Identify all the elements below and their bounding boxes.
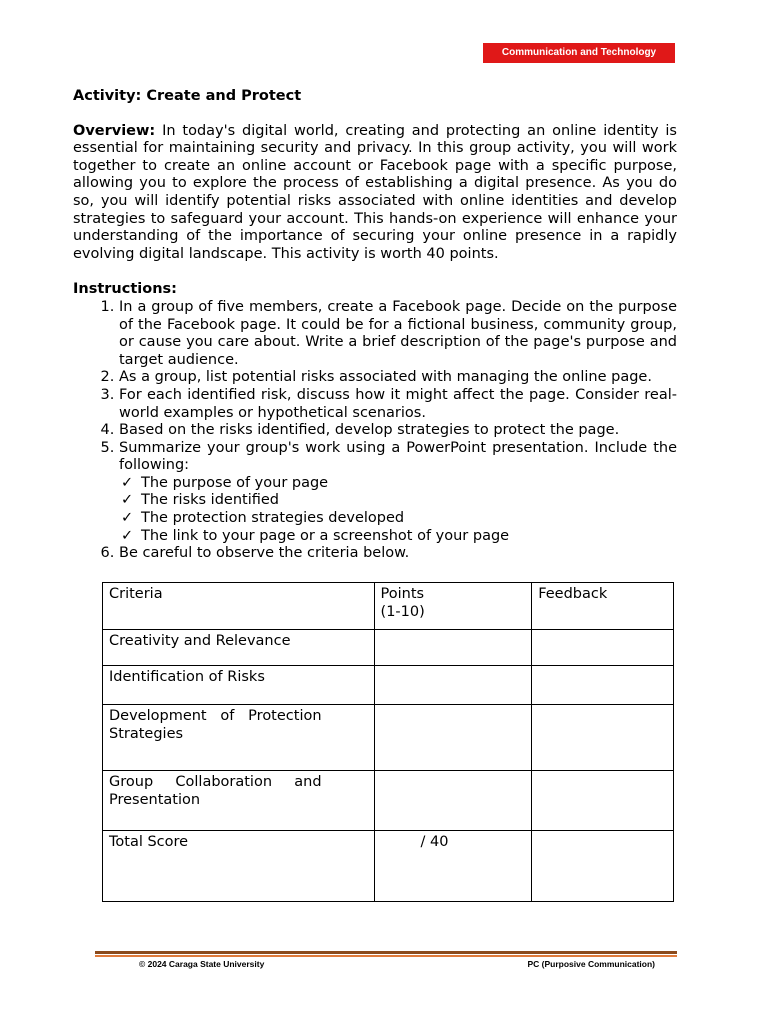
checklist	[119, 475, 677, 545]
checklist-item: ✓ The link to your page or a screenshot of your page	[121, 527, 510, 544]
header-feedback: Feedback	[532, 583, 674, 630]
document-body	[73, 88, 677, 563]
header-badge: Communication and Technology	[483, 43, 675, 63]
activity-title: Activity: Create and Protect	[73, 88, 302, 104]
table-row	[103, 831, 674, 902]
table-row	[103, 666, 674, 705]
feedback-cell[interactable]	[532, 705, 674, 771]
criteria-cell: Group Collaboration and Presentation	[103, 771, 375, 831]
checkmark-icon: ✓	[121, 492, 134, 509]
footer-copyright: © 2024 Caraga State University	[139, 959, 265, 969]
feedback-cell[interactable]	[532, 630, 674, 666]
header-points: Points (1-10)	[374, 583, 532, 630]
instructions-heading: Instructions:	[73, 281, 177, 298]
footer-divider-accent	[95, 955, 677, 957]
overview-label: Overview:	[73, 122, 156, 139]
points-cell[interactable]	[374, 630, 532, 666]
checkmark-icon: ✓	[121, 474, 134, 491]
criteria-cell: Development of Protection Strategies	[103, 705, 375, 771]
criteria-cell: Creativity and Relevance	[103, 630, 375, 666]
table-row	[103, 771, 674, 831]
criteria-cell: Identification of Risks	[103, 666, 375, 705]
footer-divider	[95, 951, 677, 954]
header-criteria: Criteria	[103, 583, 375, 630]
instruction-item: 4. Based on the risks identified, develop strategies to protect the page.	[119, 422, 677, 440]
footer-course: PC (Purposive Communication)	[527, 959, 655, 969]
points-cell[interactable]	[374, 771, 532, 831]
feedback-cell[interactable]	[532, 831, 674, 902]
rubric-table	[102, 582, 674, 902]
total-score-value: / 40	[374, 831, 532, 902]
points-cell[interactable]	[374, 666, 532, 705]
table-row	[103, 583, 674, 630]
checklist-item: ✓ The protection strategies developed	[121, 510, 405, 527]
total-score-label: Total Score	[103, 831, 375, 902]
instruction-item: 3. For each identified risk, discuss how it might affect the page. Consider real-world examples or hypothetical scenarios.	[119, 387, 677, 422]
instruction-item: 6. Be careful to observe the criteria below.	[119, 545, 677, 563]
table-row	[103, 705, 674, 771]
table-row	[103, 630, 674, 666]
instruction-item: 2. As a group, list potential risks associated with managing the online page.	[119, 369, 677, 387]
feedback-cell[interactable]	[532, 666, 674, 705]
overview-paragraph	[73, 123, 677, 264]
instruction-item: 5. Summarize your group's work using a PowerPoint presentation. Include the following: ✓ The purpose of your page ✓ The risks identified ✓ The protection strategies developed ✓ The link to your page or a screenshot of your page	[119, 440, 677, 546]
instruction-item: 1. In a group of five members, create a Facebook page. Decide on the purpose of the Facebook page. It could be for a fictional business, community group, or cause you care about. Write a brief description of the page's purpose and target audience.	[119, 299, 677, 369]
checkmark-icon: ✓	[121, 527, 134, 544]
overview-text: In today's digital world, creating and protecting an online identity is essential for maintaining security and privacy. In this group activity, you will work together to create an online account or Facebook page with a specific purpose, allowing you to explore the process of establishing a digital presence. As you do so, you will identify potential risks associated with online identities and develop strategies to safeguard your account. This hands-on experience will enhance your understanding of the importance of securing your online presence in a rapidly evolving digital landscape. This activity is worth 40 points.	[73, 122, 677, 262]
points-cell[interactable]	[374, 705, 532, 771]
checkmark-icon: ✓	[121, 510, 134, 527]
instructions-list	[73, 299, 677, 563]
checklist-item: ✓ The purpose of your page	[121, 474, 329, 491]
checklist-item: ✓ The risks identified	[121, 492, 279, 509]
feedback-cell[interactable]	[532, 771, 674, 831]
